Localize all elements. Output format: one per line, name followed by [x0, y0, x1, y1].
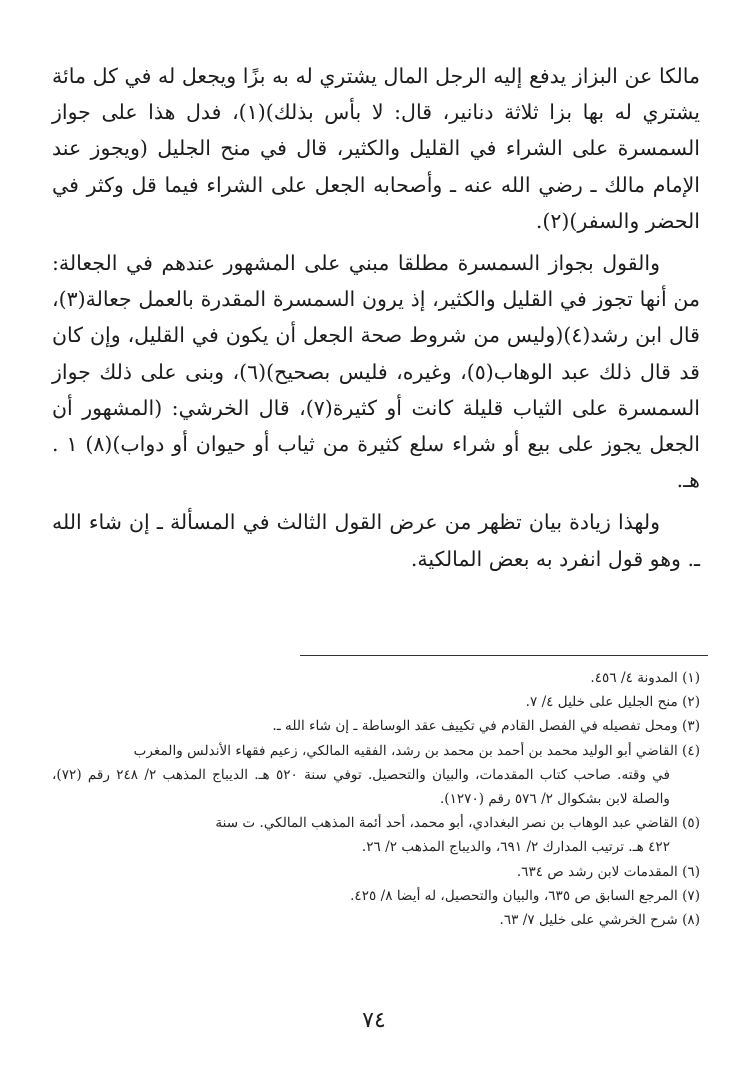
footnote-7: (٧) المرجع السابق ص ٦٣٥، والبيان والتحصيل، له أيضا ٨/ ٤٢٥.: [350, 887, 700, 904]
footnote-divider: [300, 655, 708, 656]
footnote-3: (٣) ومحل تفصيله في الفصل القادم في تكييف عقد الوساطة ـ إن شاء الله ـ.: [272, 718, 700, 735]
paragraph-1: مالكا عن البزاز يدفع إليه الرجل المال يشتري له به بزًا ويجعل له في كل مائة يشتري له بها بزا ثلاثة دنانير، قال: لا بأس بذلك)(١)، فدل هذا على جواز السمسرة على الشراء في القليل والكثير، قال في منح الجليل (ويجوز عند الإمام مالك ـ رضي الله عنه ـ وأصحابه الجعل على الشراء فيما قل وكثر في الحضر والسفر)(٢).: [52, 64, 700, 233]
footnotes: [52, 666, 700, 932]
paragraph-3: ولهذا زيادة بيان تظهر من عرض القول الثالث في المسألة ـ إن شاء الله ـ. وهو قول انفرد به بعض المالكية.: [52, 510, 700, 571]
page-number: ٧٤: [362, 1008, 386, 1033]
main-text: [52, 58, 700, 577]
footnote-5-continuation: ٤٢٢ هـ. ترتيب المدارك ٢/ ٦٩١، والديباج المذهب ٢/ ٢٦.: [361, 839, 670, 856]
footnote-6: (٦) المقدمات لابن رشد ص ٦٣٤.: [516, 863, 700, 880]
footnote-8: (٨) شرح الخرشي على خليل ٧/ ٦٣.: [499, 912, 700, 929]
footnote-4: (٤) القاضي أبو الوليد محمد بن أحمد بن محمد بن رشد، الفقيه المالكي، زعيم فقهاء الأندلس والمغرب في وقته. صاحب كتاب المقدمات، والبيان والتحصيل. توفي سنة ٥٢٠ هـ. الديباج المذهب ٢/ ٢٤٨ رقم (٧٢)، والصلة لابن بشكوال ٢/ ٥٧٦ رقم (١٢٧٠).: [52, 739, 700, 812]
page-body: [52, 58, 700, 577]
footnote-2: (٢) منح الجليل على خليل ٤/ ٧.: [525, 694, 700, 711]
footnote-4-continuation: في وقته. صاحب كتاب المقدمات، والبيان والتحصيل. توفي سنة ٥٢٠ هـ. الديباج المذهب ٢/ ٢٤٨ رقم (٧٢)، والصلة لابن بشكوال ٢/ ٥٧٦ رقم (١٢٧٠).: [52, 766, 671, 808]
footnote-5: (٥) القاضي عبد الوهاب بن نصر البغدادي، أبو محمد، أحد أئمة المذهب المالكي. ت سنة ٤٢٢ هـ. ترتيب المدارك ٢/ ٦٩١، والديباج المذهب ٢/ ٢٦.: [52, 811, 700, 859]
footnote-1: (١) المدونة ٤/ ٤٥٦.: [590, 670, 700, 686]
paragraph-2: والقول بجواز السمسرة مطلقا مبني على المشهور عندهم في الجعالة: من أنها تجوز في القليل والكثير، إذ يرون السمسرة المقدرة بالعمل جعالة(٣)، قال ابن رشد(٤)(وليس من شروط صحة الجعل أن يكون في القليل، وإن كان قد قال ذلك عبد الوهاب(٥)، وغيره، فليس بصحيح)(٦)، وبنى على ذلك جواز السمسرة على الثياب قليلة كانت أو كثيرة(٧)، قال الخرشي: (المشهور أن الجعل يجوز على بيع أو شراء سلع كثيرة من ثياب أو حيوان أو دواب)(٨) ١ . هـ.: [52, 251, 700, 493]
